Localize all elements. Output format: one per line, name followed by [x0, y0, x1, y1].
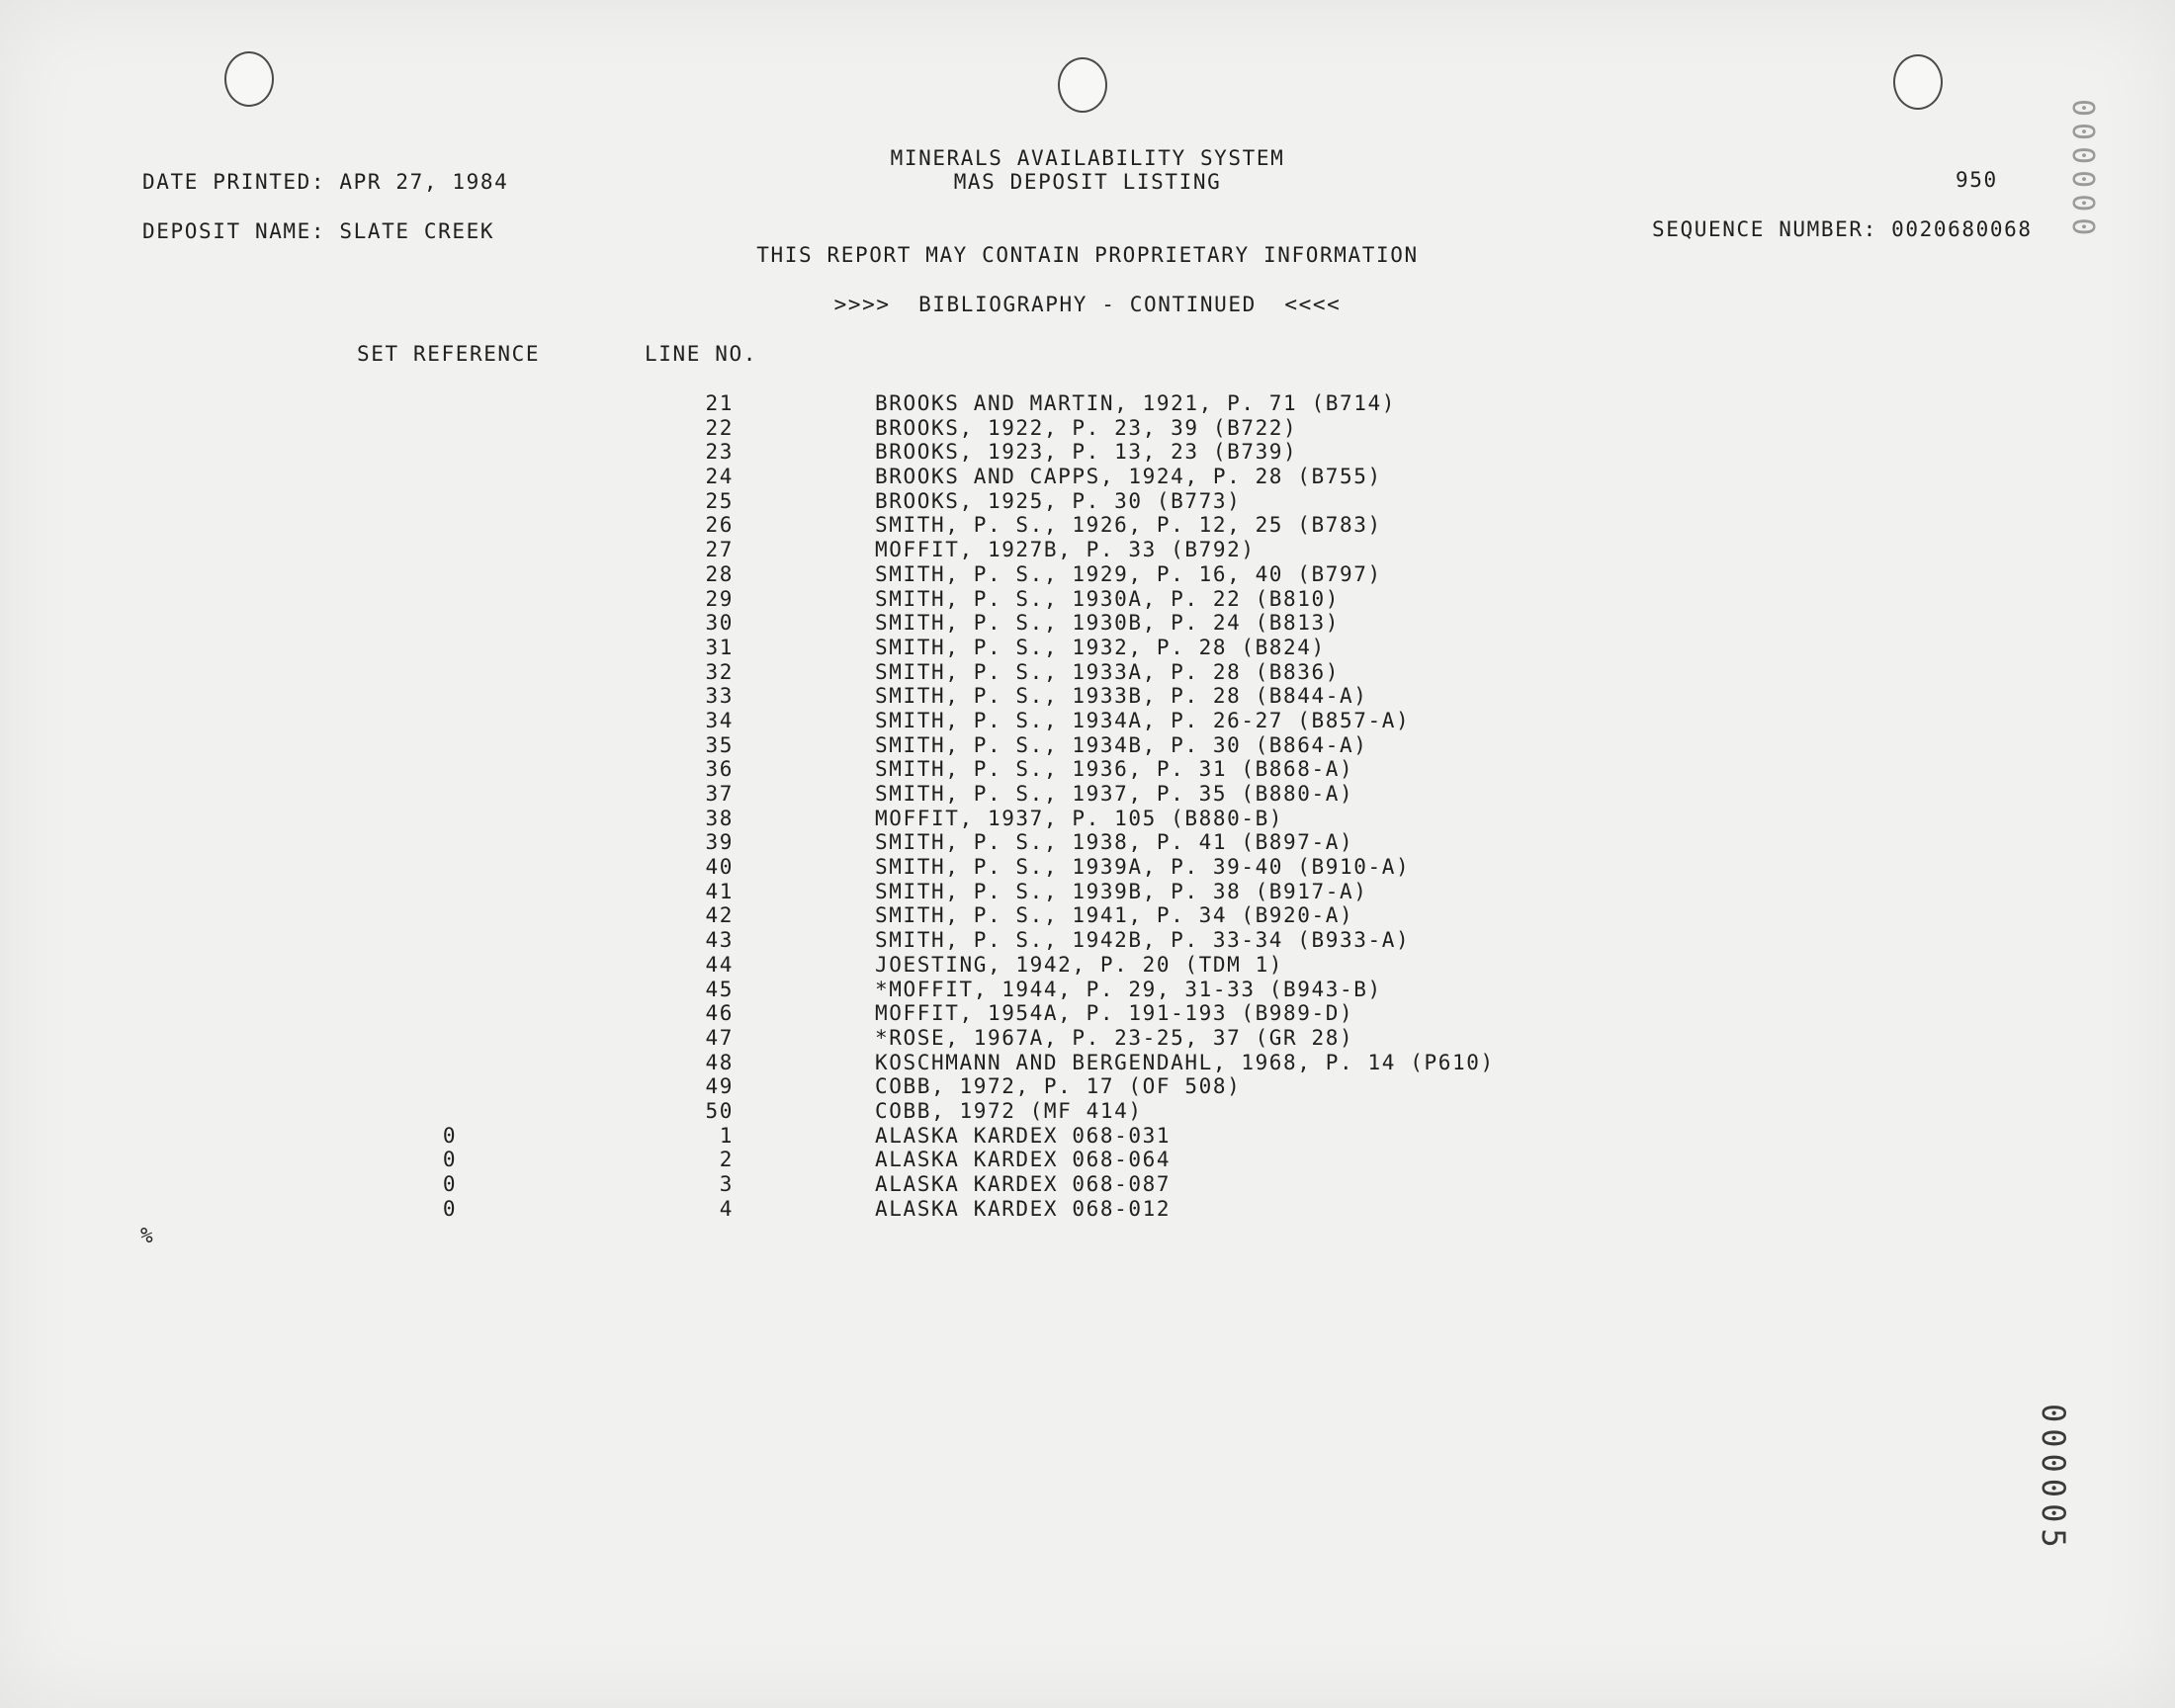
line-number-cell: 23	[705, 440, 734, 465]
table-row	[0, 807, 2175, 831]
line-number-cell: 46	[705, 1001, 734, 1026]
section-title: >>>> BIBLIOGRAPHY - CONTINUED <<<<	[833, 293, 1342, 316]
table-row	[0, 928, 2175, 953]
line-number-cell: 28	[705, 561, 734, 586]
table-row	[0, 782, 2175, 807]
table-row	[0, 513, 2175, 538]
reference-cell: JOESTING, 1942, P. 20 (TDM 1)	[875, 952, 1284, 977]
reference-cell: BROOKS AND MARTIN, 1921, P. 71 (B714)	[875, 391, 1396, 415]
reference-cell: SMITH, P. S., 1930B, P. 24 (B813)	[875, 611, 1341, 636]
table-row	[0, 1197, 2175, 1222]
reference-cell: SMITH, P. S., 1930A, P. 22 (B810)	[875, 586, 1341, 611]
set-reference-cell: 0	[442, 1148, 458, 1172]
reference-cell: SMITH, P. S., 1934B, P. 30 (B864-A)	[875, 732, 1368, 757]
line-number-cell: 27	[705, 538, 734, 562]
table-row	[0, 660, 2175, 685]
line-number-cell: 45	[705, 977, 734, 1001]
table-row	[0, 1001, 2175, 1026]
table-row	[0, 978, 2175, 1002]
table-row	[0, 903, 2175, 928]
line-number-cell: 43	[705, 928, 734, 953]
reference-cell: SMITH, P. S., 1942B, P. 33-34 (B933-A)	[875, 928, 1411, 953]
line-number-cell: 37	[705, 782, 734, 806]
reference-cell: MOFFIT, 1927B, P. 33 (B792)	[875, 538, 1256, 562]
table-row	[0, 391, 2175, 416]
line-number-cell: 42	[705, 903, 734, 928]
column-header-line-no: LINE NO.	[645, 342, 757, 366]
table-row	[0, 684, 2175, 709]
reference-cell: BROOKS AND CAPPS, 1924, P. 28 (B755)	[875, 465, 1382, 489]
listing-title: MAS DEPOSIT LISTING	[953, 170, 1222, 194]
line-number-cell: 4	[719, 1196, 734, 1221]
column-header-set-reference: SET REFERENCE	[357, 342, 541, 366]
table-row	[0, 440, 2175, 465]
line-number-cell: 48	[705, 1050, 734, 1074]
line-number-cell: 29	[705, 586, 734, 611]
reference-cell: BROOKS, 1922, P. 23, 39 (B722)	[875, 415, 1298, 440]
line-number-cell: 24	[705, 465, 734, 489]
reference-cell: SMITH, P. S., 1939A, P. 39-40 (B910-A)	[875, 855, 1411, 880]
punch-hole-right	[1893, 54, 1943, 110]
sequence-number: SEQUENCE NUMBER: 0020680068	[1652, 217, 2033, 241]
reference-cell: ALASKA KARDEX 068-012	[875, 1196, 1172, 1221]
line-number-cell: 32	[705, 659, 734, 684]
reference-cell: ALASKA KARDEX 068-031	[875, 1123, 1172, 1148]
reference-cell: SMITH, P. S., 1933B, P. 28 (B844-A)	[875, 684, 1368, 709]
table-row	[0, 416, 2175, 441]
reference-cell: BROOKS, 1923, P. 13, 23 (B739)	[875, 440, 1298, 465]
date-printed: DATE PRINTED: APR 27, 1984	[142, 170, 509, 194]
line-number-cell: 47	[705, 1025, 734, 1050]
deposit-name: DEPOSIT NAME: SLATE CREEK	[142, 219, 495, 243]
table-row	[0, 636, 2175, 660]
line-number-cell: 3	[719, 1172, 734, 1196]
proprietary-notice: THIS REPORT MAY CONTAIN PROPRIETARY INFORMATION	[756, 243, 1419, 267]
line-number-cell: 30	[705, 611, 734, 636]
reference-cell: ALASKA KARDEX 068-087	[875, 1172, 1172, 1196]
reference-cell: COBB, 1972, P. 17 (OF 508)	[875, 1074, 1242, 1099]
reference-cell: *MOFFIT, 1944, P. 29, 31-33 (B943-B)	[875, 977, 1382, 1001]
line-number-cell: 31	[705, 635, 734, 659]
table-row	[0, 587, 2175, 612]
set-reference-cell: 0	[442, 1196, 458, 1221]
reference-cell: SMITH, P. S., 1929, P. 16, 40 (B797)	[875, 561, 1382, 586]
line-number-cell: 41	[705, 879, 734, 903]
reference-cell: MOFFIT, 1954A, P. 191-193 (B989-D)	[875, 1001, 1354, 1026]
punch-hole-left	[224, 51, 274, 107]
line-number-cell: 39	[705, 830, 734, 855]
reference-cell: BROOKS, 1925, P. 30 (B773)	[875, 488, 1242, 513]
line-number-cell: 21	[705, 391, 734, 415]
line-number-cell: 36	[705, 757, 734, 782]
table-row	[0, 1148, 2175, 1172]
table-row	[0, 1099, 2175, 1124]
table-row	[0, 733, 2175, 758]
reference-cell: KOSCHMANN AND BERGENDAHL, 1968, P. 14 (P610)	[875, 1050, 1495, 1074]
table-row	[0, 489, 2175, 514]
table-row	[0, 1124, 2175, 1149]
bibliography-table	[0, 391, 2175, 1221]
set-reference-cell: 0	[442, 1172, 458, 1196]
table-row	[0, 1074, 2175, 1099]
reference-cell: SMITH, P. S., 1941, P. 34 (B920-A)	[875, 903, 1354, 928]
page-stamp-bottom-right: 000005	[2035, 1404, 2072, 1554]
reference-cell: SMITH, P. S., 1932, P. 28 (B824)	[875, 635, 1326, 659]
table-row	[0, 830, 2175, 855]
table-row	[0, 562, 2175, 587]
table-row	[0, 757, 2175, 782]
table-row	[0, 855, 2175, 880]
reference-cell: COBB, 1972 (MF 414)	[875, 1098, 1143, 1123]
reference-cell: SMITH, P. S., 1933A, P. 28 (B836)	[875, 659, 1341, 684]
reference-cell: ALASKA KARDEX 068-064	[875, 1148, 1172, 1172]
line-number-cell: 22	[705, 415, 734, 440]
line-number-cell: 35	[705, 732, 734, 757]
table-row	[0, 1172, 2175, 1197]
line-number-cell: 25	[705, 488, 734, 513]
reference-cell: SMITH, P. S., 1937, P. 35 (B880-A)	[875, 782, 1354, 806]
line-number-cell: 50	[705, 1098, 734, 1123]
line-number-cell: 1	[719, 1123, 734, 1148]
reference-cell: *ROSE, 1967A, P. 23-25, 37 (GR 28)	[875, 1025, 1354, 1050]
line-number-cell: 44	[705, 952, 734, 977]
line-number-cell: 33	[705, 684, 734, 709]
punch-hole-center	[1058, 57, 1107, 113]
table-row	[0, 611, 2175, 636]
line-number-cell: 34	[705, 708, 734, 732]
reference-cell: SMITH, P. S., 1938, P. 41 (B897-A)	[875, 830, 1354, 855]
table-row	[0, 538, 2175, 562]
reference-cell: SMITH, P. S., 1939B, P. 38 (B917-A)	[875, 879, 1368, 903]
line-number-cell: 2	[719, 1148, 734, 1172]
page-number: 950	[1956, 168, 1998, 192]
reference-cell: SMITH, P. S., 1936, P. 31 (B868-A)	[875, 757, 1354, 782]
footer-mark: %	[140, 1224, 155, 1247]
page-stamp-top-right: 000000	[2065, 99, 2100, 242]
system-title: MINERALS AVAILABILITY SYSTEM	[890, 146, 1285, 170]
reference-cell: SMITH, P. S., 1934A, P. 26-27 (B857-A)	[875, 708, 1411, 732]
table-row	[0, 953, 2175, 978]
table-row	[0, 1051, 2175, 1075]
table-row	[0, 465, 2175, 489]
table-row	[0, 709, 2175, 733]
set-reference-cell: 0	[442, 1123, 458, 1148]
line-number-cell: 26	[705, 513, 734, 538]
line-number-cell: 38	[705, 806, 734, 830]
table-row	[0, 1026, 2175, 1051]
line-number-cell: 40	[705, 855, 734, 880]
table-row	[0, 880, 2175, 904]
line-number-cell: 49	[705, 1074, 734, 1099]
reference-cell: MOFFIT, 1937, P. 105 (B880-B)	[875, 806, 1284, 830]
reference-cell: SMITH, P. S., 1926, P. 12, 25 (B783)	[875, 513, 1382, 538]
